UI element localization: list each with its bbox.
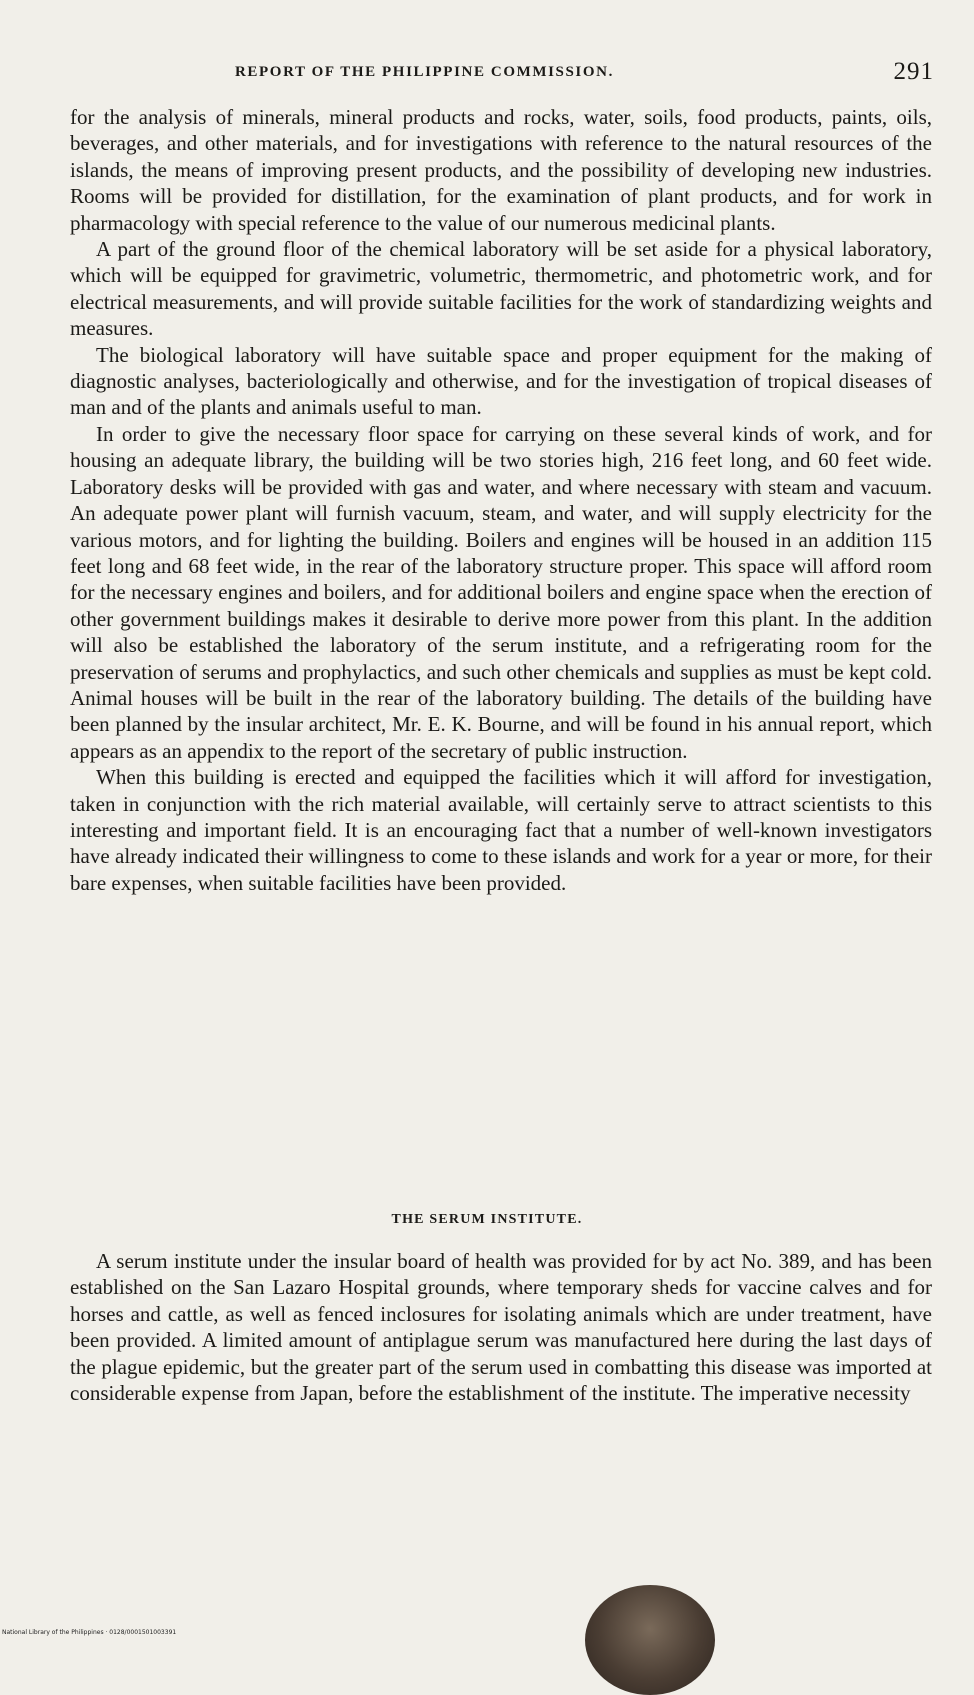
paragraph-facilities: When this building is erected and equipped the facilities which it will afford for investigation, taken in conjunction with the rich material available, will certainly serve to attract scientists to this interesting and important field. It is an encouraging fact that a number of well-known investigators have already indicated their willingness to come to these islands and work for a year or more, for their bare expenses, when suitable facilities have been provided. [70,765,932,895]
paragraph-biological-laboratory: The biological laboratory will have suitable space and proper equipment for the making of diagnostic analyses, bacteriologically and otherwise, and for the investigation of tropical diseases of man and of the plants and animals useful to man. [70,342,932,420]
paragraph-building: In order to give the necessary floor space for carrying on these several kinds of work, and for housing an adequate library, the building will be two stories high, 216 feet long, and 60 feet wide. Laboratory desks will be provided with gas and water, and where necessary with steam and vacuum. An adequate power plant will furnish vacuum, steam, and water, and will supply electricity for the various motors, and for lighting the building. Boilers and engines will be housed in an addition 115 feet long and 68 feet wide, in the rear of the laboratory structure proper. This space will afford room for the necessary engines and boilers, and for additional boilers and engine space when the erection of other government buildings makes it desirable to derive more power from this plant. In the addition will also be established the laboratory of the serum institute, and a refrigerating room for the preservation of serums and prophylactics, and such other chemicals and supplies as must be kept cold. Animal houses will be built in the rear of the laboratory building. The details of the building have been planned by the insular architect, Mr. E. K. Bourne, and will be found in his annual report, which appears as an appendix to the report of the secretary of public instruction. [70,421,932,763]
running-head [0,58,974,88]
scanner-thumb-shadow [585,1585,715,1695]
footer-credit: National Library of the Philippines · 0128/0001501003391 [2,1629,177,1636]
paragraph-serum-institute: A serum institute under the insular board of health was provided for by act No. 389, and has been established on the San Lazaro Hospital grounds, where temporary sheds for vaccine calves and for horses and cattle, as well as fenced inclosures for isolating animals which are under treatment, have been provided. A limited amount of antiplague serum was manufactured here during the last days of the plague epidemic, but the greater part of the serum used in combatting this disease was imported at considerable expense from Japan, before the establishment of the institute. The imperative necessity [70,1249,932,1406]
paragraph-analysis: for the analysis of minerals, mineral products and rocks, water, soils, food products, paints, oils, beverages, and other materials, and for investigations with reference to the natural resources of the islands, the means of improving present products, and the possibility of developing new industries. Rooms will be provided for distillation, for the examination of plant products, and for work in pharmacology with special reference to the value of our numerous medicinal plants. [70,105,932,235]
section-heading: THE SERUM INSTITUTE. [391,1212,583,1227]
paragraph-physical-laboratory: A part of the ground floor of the chemical laboratory will be set aside for a physical laboratory, which will be equipped for gravimetric, volumetric, thermometric, and photometric work, and for electrical measurements, and will provide suitable facilities for the work of standardizing weights and measures. [70,237,932,341]
page-number: 291 [893,58,934,85]
running-title: REPORT OF THE PHILIPPINE COMMISSION. [235,64,614,80]
section-text [70,1248,932,1406]
body-text [70,104,932,896]
